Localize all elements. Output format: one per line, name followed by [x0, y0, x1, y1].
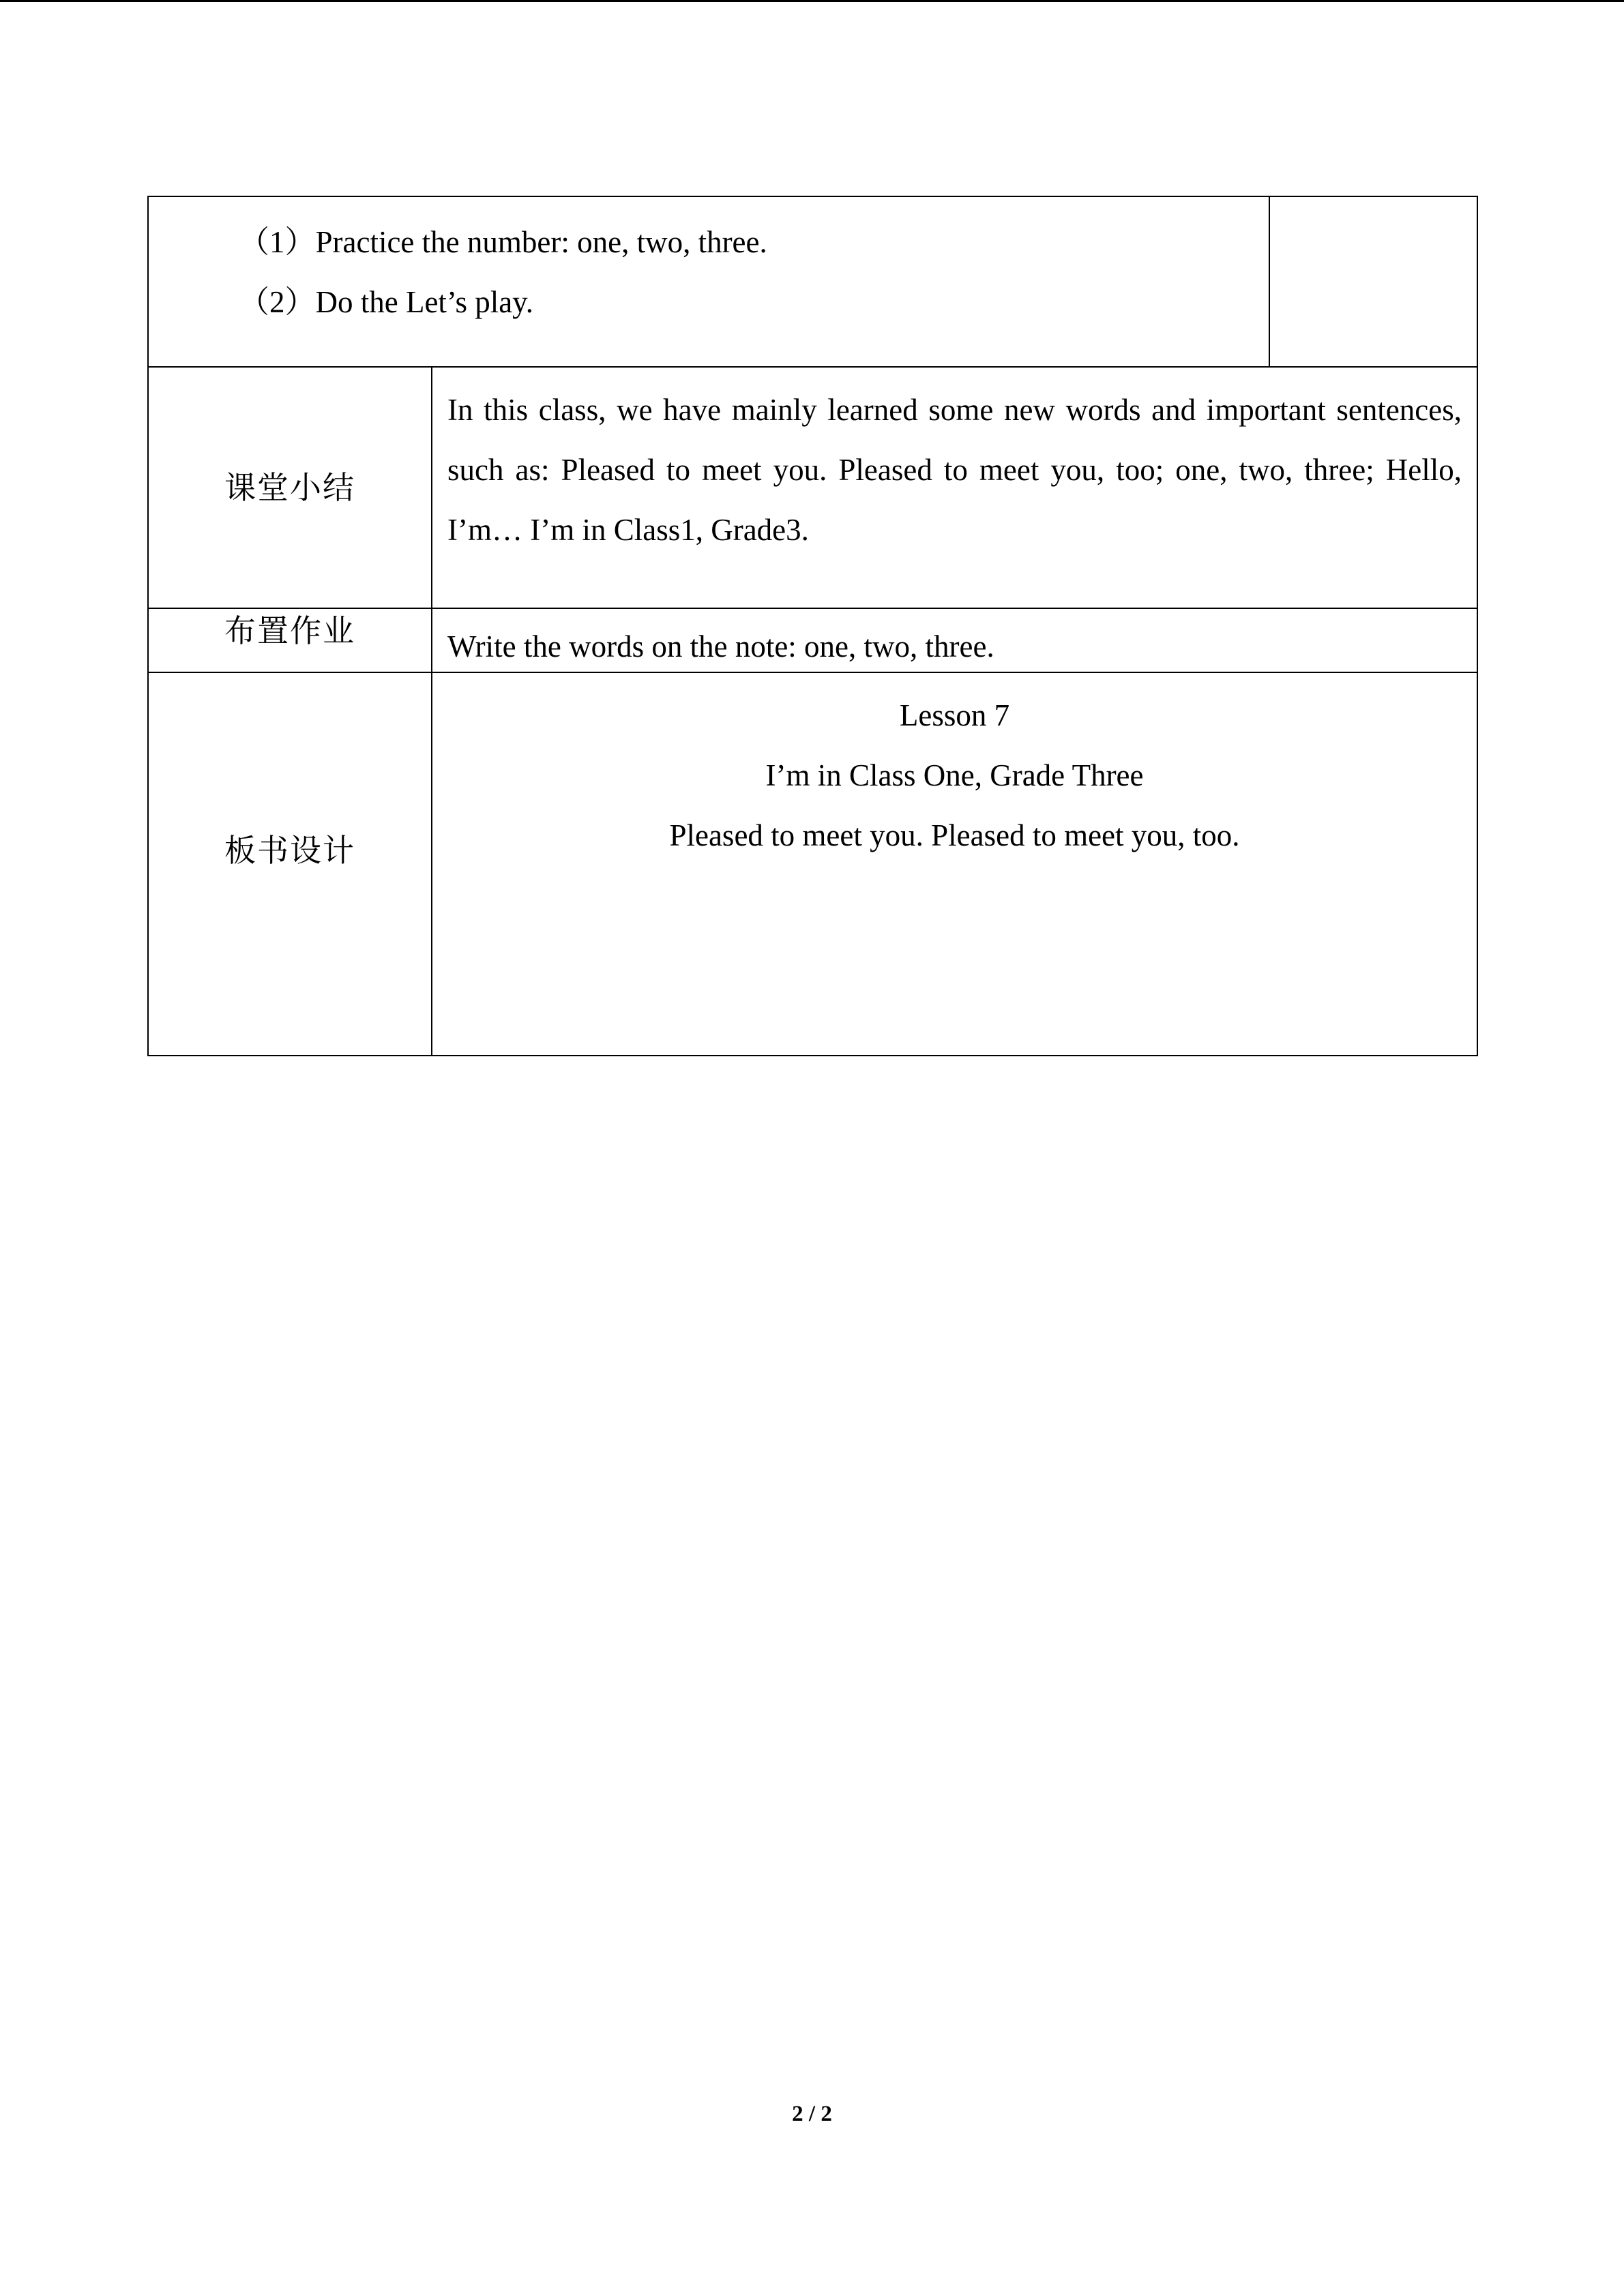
board-design-label-cell: [148, 672, 432, 1056]
top-border-line: [0, 0, 1624, 2]
activities-row: [148, 196, 1477, 367]
summary-label-cell: [148, 367, 432, 608]
activities-cell: [148, 196, 1269, 367]
board-design-content-cell: [432, 672, 1477, 1056]
board-line-greeting: Pleased to meet you. Pleased to meet you, too.: [669, 818, 1240, 852]
lesson-plan-table: [147, 196, 1478, 1056]
board-line-class-grade: I’m in Class One, Grade Three: [765, 758, 1144, 792]
summary-text: In this class, we have mainly learned some new words and important sentences, such as: Pleased to meet you. Pleased to meet you, too; one, two, three; Hello, I’m… I’m in Class1, Grade3.: [447, 393, 1462, 547]
activity-step-2: （2）Do the Let’s play.: [239, 285, 534, 319]
summary-content-cell: [432, 367, 1477, 608]
homework-row: [148, 608, 1477, 672]
summary-row: [148, 367, 1477, 608]
activity-step-1: （1）Practice the number: one, two, three.: [239, 225, 767, 259]
homework-content-cell: [432, 608, 1477, 672]
board-design-label: 板书设计: [224, 832, 355, 869]
board-design-row: [148, 672, 1477, 1056]
homework-text: Write the words on the note: one, two, three.: [447, 629, 994, 664]
activities-notes-cell: [1269, 196, 1477, 367]
board-line-lesson-title: Lesson 7: [899, 698, 1010, 732]
page-number: 2 / 2: [792, 2102, 832, 2126]
summary-label: 课堂小结: [224, 468, 355, 506]
homework-label: 布置作业: [224, 612, 355, 649]
homework-label-cell: [148, 608, 432, 672]
